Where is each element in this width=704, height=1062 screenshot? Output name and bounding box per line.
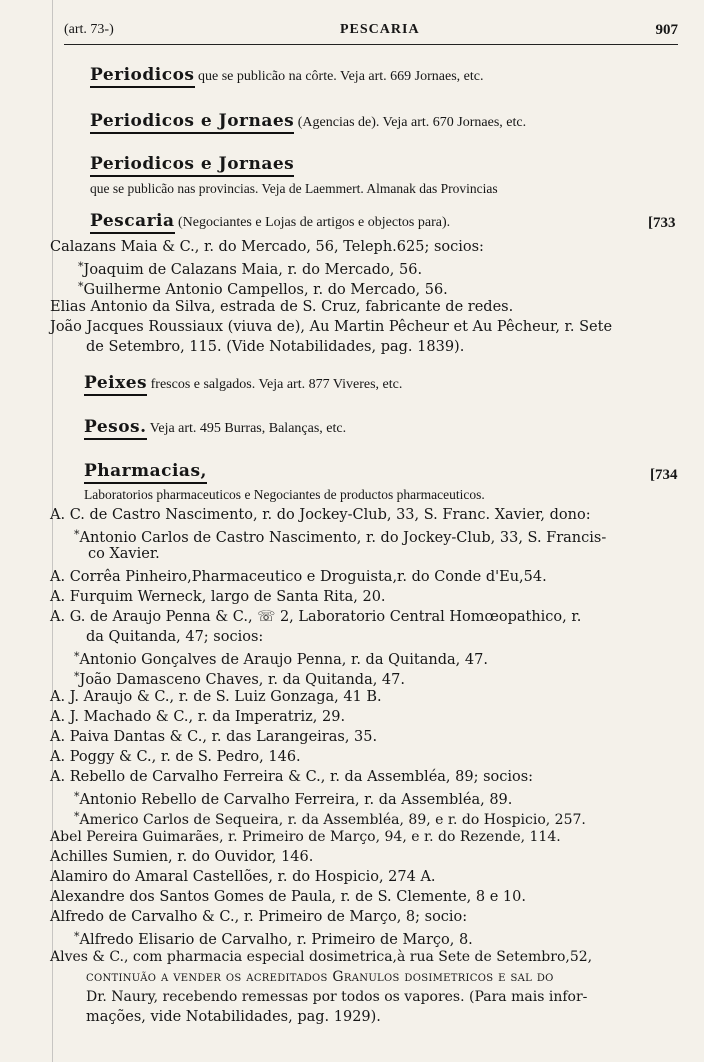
list-item-socio: *João Damasceno Chaves, r. da Quitanda, 47. [74, 670, 405, 688]
list-item-socio: *Guilherme Antonio Campellos, r. do Mercado, 56. [78, 280, 448, 298]
list-item-continuation: Dr. Naury, recebendo remessas por todos os vapores. (Para mais infor- [86, 989, 588, 1005]
list-item: Elias Antonio da Silva, estrada de S. Cruz, fabricante de redes. [50, 299, 514, 315]
asterisk-icon: * [74, 930, 80, 943]
section-subtitle: Laboratorios pharmaceuticos e Negociantes de productos pharmaceuticos. [84, 487, 485, 502]
heading: Peixes [84, 373, 147, 396]
list-item: A. Corrêa Pinheiro,Pharmaceutico e Droguista,r. do Conde d'Eu,54. [50, 569, 547, 585]
list-item: Alamiro do Amaral Castellões, r. do Hospicio, 274 A. [50, 869, 436, 885]
list-item: João Jacques Roussiaux (viuva de), Au Martin Pêcheur et Au Pêcheur, r. Sete [50, 319, 613, 335]
list-item-continuation: co Xavier. [88, 546, 160, 562]
entry-pesos: Pesos. Veja art. 495 Burras, Balanças, etc. [84, 418, 346, 438]
entry-periodicos: Periodicos que se publicão na côrte. Veja art. 669 Jornaes, etc. [90, 66, 483, 86]
header-section-title: PESCARIA [340, 22, 420, 37]
list-item-socio: *Americo Carlos de Sequeira, r. da Assembléa, 89, e r. do Hospicio, 257. [74, 810, 586, 828]
list-item: A. Rebello de Carvalho Ferreira & C., r. da Assembléa, 89; socios: [50, 769, 534, 785]
heading: Pescaria [90, 211, 175, 234]
list-item-socio: *Joaquim de Calazans Maia, r. do Mercado, 56. [78, 260, 423, 278]
list-item-socio: *Antonio Gonçalves de Araujo Penna, r. da Quitanda, 47. [74, 650, 488, 668]
list-item-socio: *Antonio Carlos de Castro Nascimento, r. do Jockey-Club, 33, S. Francis- [74, 528, 607, 546]
entry-periodicos-jornaes-provincias [90, 155, 294, 174]
heading: Pharmacias, [84, 461, 207, 484]
asterisk-icon: * [74, 790, 80, 803]
section-pharmacias [84, 462, 207, 481]
heading: Periodicos [90, 65, 195, 88]
list-item: A. Poggy & C., r. de S. Pedro, 146. [50, 749, 301, 765]
asterisk-icon: * [78, 260, 84, 273]
article-number: [733 [648, 215, 676, 231]
asterisk-icon: * [78, 280, 84, 293]
list-item-continuation: continuão a vender os acreditados Granulos dosimetricos e sal do [86, 969, 554, 985]
list-item: A. J. Machado & C., r. da Imperatriz, 29. [50, 709, 346, 725]
page-number: 907 [655, 22, 678, 38]
list-item: A. G. de Araujo Penna & C., ☏ 2, Laboratorio Central Homœopathico, r. [50, 609, 582, 625]
entry-peixes: Peixes frescos e salgados. Veja art. 877 Viveres, etc. [84, 374, 402, 394]
heading: Periodicos e Jornaes [90, 111, 294, 134]
list-item: A. J. Araujo & C., r. de S. Luiz Gonzaga, 41 B. [50, 689, 382, 705]
list-item: A. Paiva Dantas & C., r. das Larangeiras, 35. [50, 729, 378, 745]
list-item-socio: *Antonio Rebello de Carvalho Ferreira, r. da Assembléa, 89. [74, 790, 513, 808]
asterisk-icon: * [74, 650, 80, 663]
section-pescaria: Pescaria (Negociantes e Lojas de artigos e objectos para). [90, 212, 450, 232]
list-item-continuation: da Quitanda, 47; socios: [86, 629, 264, 645]
list-item: Alves & C., com pharmacia especial dosimetrica,à rua Sete de Setembro,52, [50, 949, 593, 965]
asterisk-icon: * [74, 670, 80, 683]
header-article-ref: (art. 73-) [64, 22, 114, 37]
list-item: A. C. de Castro Nascimento, r. do Jockey-Club, 33, S. Franc. Xavier, dono: [50, 507, 591, 523]
asterisk-icon: * [74, 528, 80, 541]
heading: Periodicos e Jornaes [90, 154, 294, 177]
header-rule [64, 44, 678, 45]
list-item: Alexandre dos Santos Gomes de Paula, r. de S. Clemente, 8 e 10. [50, 889, 526, 905]
list-item: Calazans Maia & C., r. do Mercado, 56, Teleph.625; socios: [50, 239, 484, 255]
heading: Pesos. [84, 417, 147, 440]
list-item: A. Furquim Werneck, largo de Santa Rita, 20. [50, 589, 386, 605]
list-item-continuation: de Setembro, 115. (Vide Notabilidades, pag. 1839). [86, 339, 465, 355]
asterisk-icon: * [74, 810, 80, 823]
entry-text: que se publicão nas provincias. Veja de Laemmert. Almanak das Provincias [90, 181, 498, 196]
list-item: Achilles Sumien, r. do Ouvidor, 146. [50, 849, 314, 865]
running-header [64, 22, 678, 42]
list-item-socio: *Alfredo Elisario de Carvalho, r. Primeiro de Março, 8. [74, 930, 473, 948]
list-item: Alfredo de Carvalho & C., r. Primeiro de Março, 8; socio: [50, 909, 468, 925]
entry-periodicos-jornaes-agencias: Periodicos e Jornaes (Agencias de). Veja art. 670 Jornaes, etc. [90, 112, 526, 132]
article-number: [734 [650, 467, 678, 483]
list-item: Abel Pereira Guimarães, r. Primeiro de Março, 94, e r. do Rezende, 114. [50, 829, 561, 845]
list-item-continuation: mações, vide Notabilidades, pag. 1929). [86, 1009, 381, 1025]
